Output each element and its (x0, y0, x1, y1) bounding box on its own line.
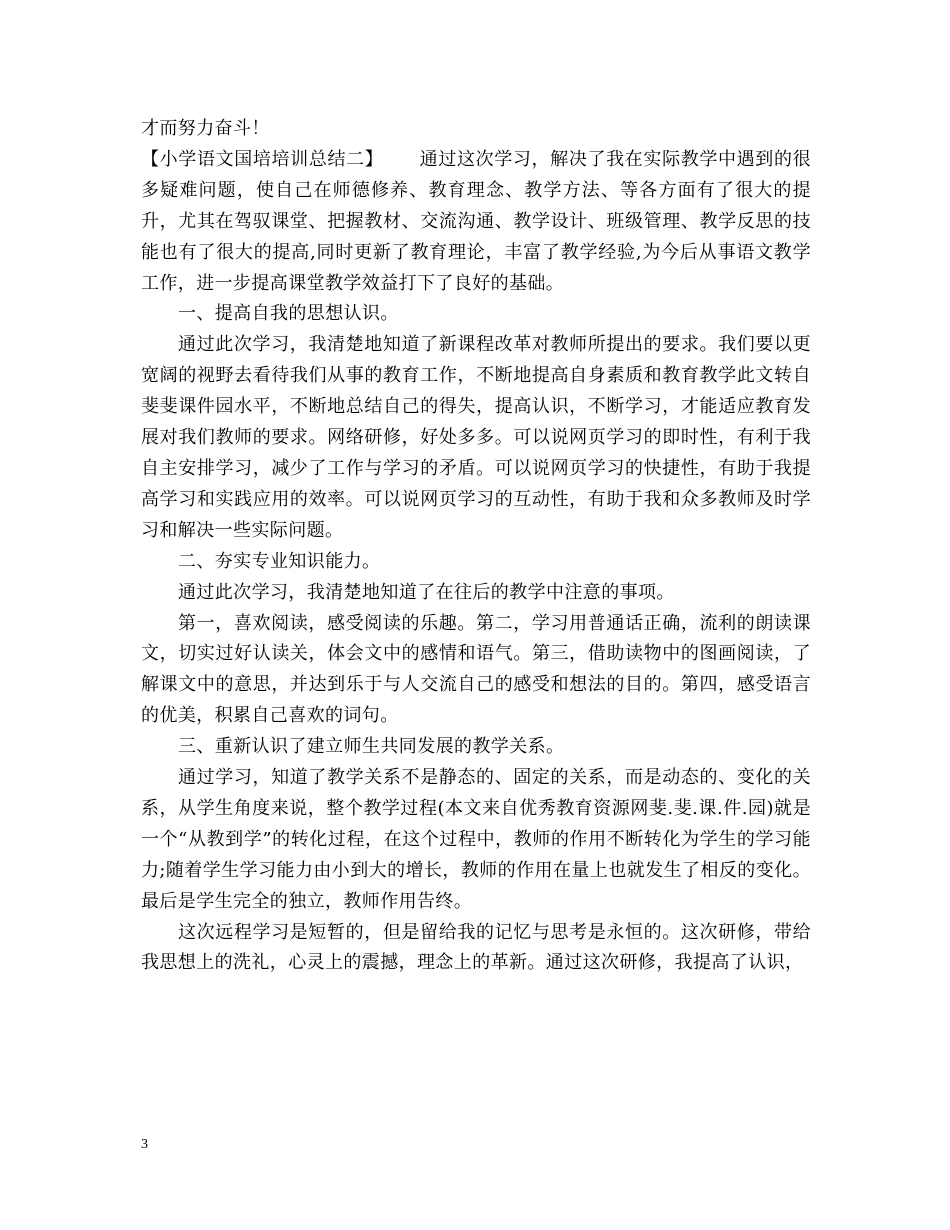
paragraph: 这次远程学习是短暂的，但是留给我的记忆与思考是永恒的。这次研修，带给我思想上的洗礼，心灵上的震撼，理念上的革新。通过这次研修，我提高了认识， (141, 921, 811, 974)
intro-text: 通过这次学习，解决了我在实际教学中遇到的很多疑难问题，使自己在师德修养、教育理念、教学方法、等各方面有了很大的提升，尤其在驾驭课堂、把握教材、交流沟通、教学设计、班级管理、教学反思的技能也有了很大的提高,同时更新了教育理论，丰富了教学经验,为今后从事语文教学工作，进一步提高课堂教学效益打下了良好的基础。 (141, 148, 812, 294)
heading-two: 二、夯实专业知识能力。 (178, 550, 381, 572)
continuation-line: 才而努力奋斗！ (141, 118, 270, 139)
section-title: 【小学语文国培培训总结二】 (141, 148, 384, 170)
document-body (141, 114, 811, 979)
paragraph: 第一，喜欢阅读，感受阅读的乐趣。第二，学习用普通话正确，流利的朗读课文，切实过好认读关，体会文中的感情和语气。第三，借助读物中的图画阅读，了解课文中的意思，并达到乐于与人交流自己的感受和想法的目的。第四，感受语言的优美，积累自己喜欢的词句。 (141, 612, 811, 727)
section-intro (141, 145, 811, 300)
paragraph: 通过此次学习，我清楚地知道了新课程改革对教师所提出的要求。我们要以更宽阔的视野去看待我们从事的教育工作，不断地提高自身素质和教育教学此文转自斐斐课件园水平，不断地总结自己的得失，提高认识，不断学习，才能适应教育发展对我们教师的要求。网络研修，好处多多。可以说网页学习的即时性，有利于我自主安排学习，减少了工作与学习的矛盾。可以说网页学习的快捷性，有助于我提高学习和实践应用的效率。可以说网页学习的互动性，有助于我和众多教师及时学习和解决一些实际问题。 (141, 334, 811, 541)
heading-one: 一、提高自我的思想认识。 (178, 303, 399, 325)
paragraph: 通过此次学习，我清楚地知道了在往后的教学中注意的事项。 (178, 581, 675, 603)
paragraph: 通过学习，知道了教学关系不是静态的、固定的关系，而是动态的、变化的关系，从学生角度来说，整个教学过程(本文来自优秀教育资源网斐.斐.课.件.园)就是一个“从教到学”的转化过程，在这个过程中，教师的作用不断转化为学生的学习能力;随着学生学习能力由小到大的增长，教师的作用在量上也就发生了相反的变化。最后是学生完全的独立，教师作用告终。 (141, 767, 811, 912)
heading-three: 三、重新认识了建立师生共同发展的教学关系。 (178, 736, 565, 758)
page-number: 3 (141, 1137, 148, 1152)
